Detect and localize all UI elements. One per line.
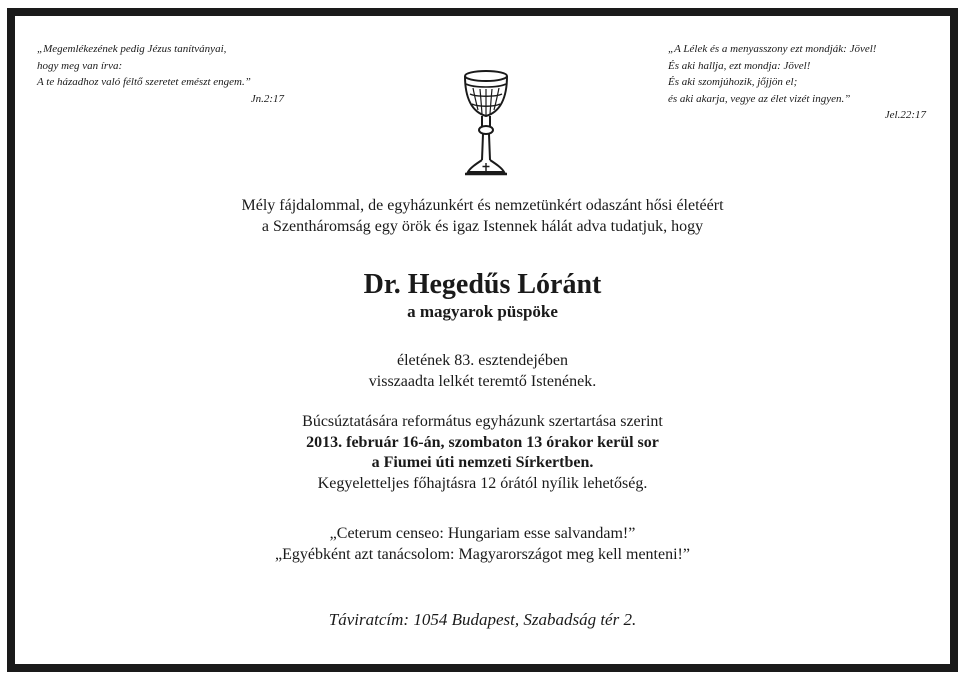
intro-line-2: a Szentháromság egy örök és igaz Istennek hálát adva tudatjuk, hogy <box>261 217 704 235</box>
life-text <box>15 351 950 392</box>
life-line-1: életének 83. esztendejében <box>396 352 569 369</box>
quote-right-line-1: „A Lélek és a menyasszony ezt mondják: Jövel! <box>668 43 877 55</box>
life-line-2: visszaadta lelkét teremtő Istenének. <box>368 372 597 390</box>
telegram-address: Táviratcím: 1054 Budapest, Szabadság tér 2. <box>328 610 637 629</box>
intro-line-1: Mély fájdalommal, de egyházunkért és nemzetünkért odaszánt hősi életéért <box>241 197 724 214</box>
funeral-details <box>15 412 950 494</box>
quote-left-reference: Jn.2:17 <box>250 92 284 105</box>
motto <box>15 524 950 565</box>
motto-hungarian: „Egyébként azt tanácsolom: Magyarországot meg kell menteni!” <box>275 545 690 563</box>
quote-right-reference: Jel.22:17 <box>884 109 926 121</box>
motto-latin: „Ceterum censeo: Hungariam esse salvandam!” <box>329 525 636 542</box>
funeral-location: a Fiumei úti nemzeti Sírkertben. <box>371 454 594 471</box>
quote-left-line-3: A te házadhoz való féltő szeretet emészt engem.” <box>37 76 251 88</box>
quote-left-line-2: hogy meg van írva: <box>37 59 123 72</box>
deceased-name: Dr. Hegedűs Lóránt <box>363 269 602 300</box>
quote-right-line-2: És aki hallja, ezt mondja: Jövel! <box>668 59 811 72</box>
funeral-date: 2013. február 16-án, szombaton 13 órakor kerül sor <box>306 433 659 451</box>
notice-frame <box>7 8 958 672</box>
chalice-icon <box>460 68 512 180</box>
bible-quote-right <box>668 41 926 124</box>
quote-right-line-3: És aki szomjúhozik, jőjjön el; <box>668 76 798 88</box>
intro-text <box>15 196 950 237</box>
quote-right-line-4: és aki akarja, vegye az élet vizét ingyen.” <box>668 92 851 105</box>
quote-left-line-1: „Megemlékezének pedig Jézus tanítványai, <box>37 43 227 55</box>
bible-quote-left <box>37 41 287 107</box>
deceased-title: a magyarok püspöke <box>407 302 558 321</box>
funeral-line-1: Búcsúztatására református egyházunk szertartása szerint <box>302 413 663 430</box>
funeral-line-4: Kegyeletteljes főhajtásra 12 órától nyílik lehetőség. <box>317 474 648 492</box>
